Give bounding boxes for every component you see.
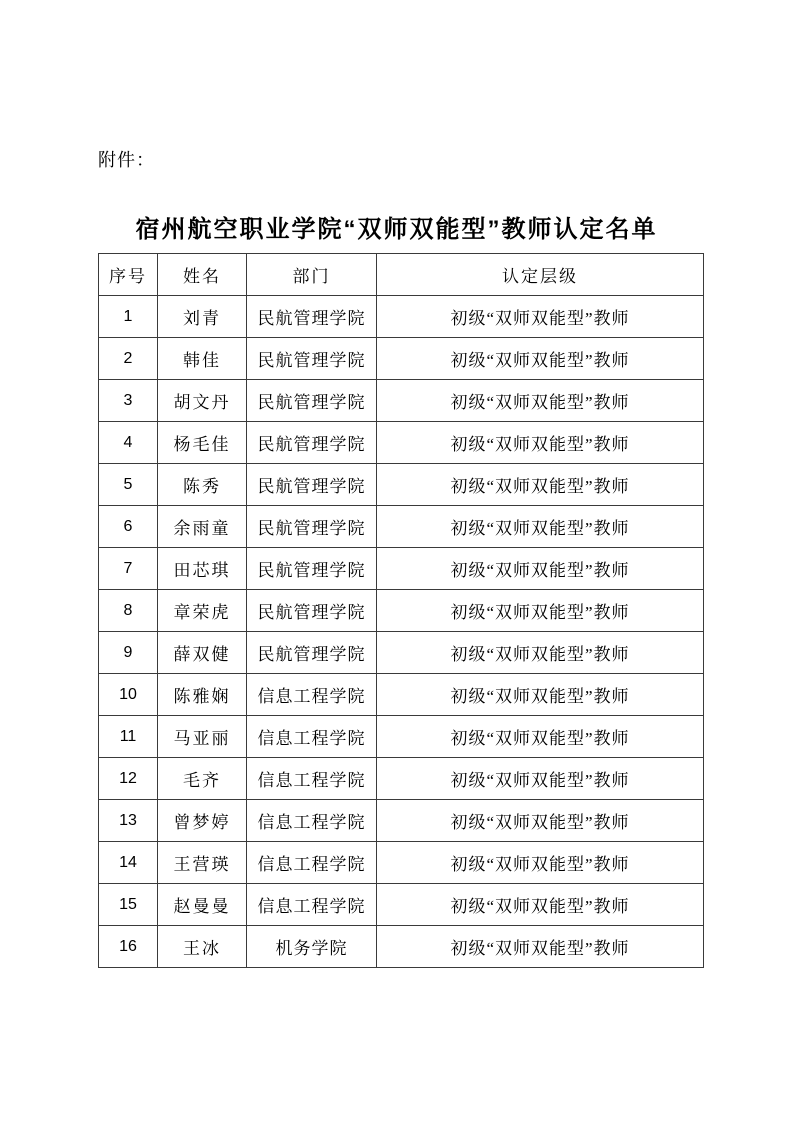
cell-serial-number: 4 xyxy=(99,422,158,464)
cell-certification-level: 初级“双师双能型”教师 xyxy=(377,842,704,884)
cell-certification-level: 初级“双师双能型”教师 xyxy=(377,464,704,506)
cell-certification-level: 初级“双师双能型”教师 xyxy=(377,674,704,716)
cell-serial-number: 6 xyxy=(99,506,158,548)
cell-department: 民航管理学院 xyxy=(247,506,377,548)
cell-serial-number: 2 xyxy=(99,338,158,380)
cell-serial-number: 1 xyxy=(99,296,158,338)
table-row xyxy=(99,674,704,716)
cell-department: 信息工程学院 xyxy=(247,800,377,842)
cell-department: 民航管理学院 xyxy=(247,338,377,380)
cell-teacher-name: 陈雅娴 xyxy=(158,674,247,716)
table-row xyxy=(99,548,704,590)
cell-certification-level: 初级“双师双能型”教师 xyxy=(377,758,704,800)
cell-department: 信息工程学院 xyxy=(247,758,377,800)
cell-certification-level: 初级“双师双能型”教师 xyxy=(377,548,704,590)
cell-serial-number: 14 xyxy=(99,842,158,884)
cell-department: 信息工程学院 xyxy=(247,842,377,884)
cell-department: 信息工程学院 xyxy=(247,674,377,716)
cell-department: 民航管理学院 xyxy=(247,422,377,464)
table-row xyxy=(99,842,704,884)
table-row xyxy=(99,506,704,548)
teacher-certification-table xyxy=(98,253,704,968)
cell-teacher-name: 陈秀 xyxy=(158,464,247,506)
cell-serial-number: 9 xyxy=(99,632,158,674)
cell-certification-level: 初级“双师双能型”教师 xyxy=(377,422,704,464)
cell-certification-level: 初级“双师双能型”教师 xyxy=(377,926,704,968)
cell-teacher-name: 章荣虎 xyxy=(158,590,247,632)
cell-teacher-name: 王营瑛 xyxy=(158,842,247,884)
cell-department: 民航管理学院 xyxy=(247,590,377,632)
cell-teacher-name: 杨毛佳 xyxy=(158,422,247,464)
cell-department: 信息工程学院 xyxy=(247,884,377,926)
table-row xyxy=(99,758,704,800)
cell-teacher-name: 毛齐 xyxy=(158,758,247,800)
cell-certification-level: 初级“双师双能型”教师 xyxy=(377,338,704,380)
cell-teacher-name: 余雨童 xyxy=(158,506,247,548)
column-header-name: 姓名 xyxy=(158,254,247,296)
cell-serial-number: 15 xyxy=(99,884,158,926)
cell-certification-level: 初级“双师双能型”教师 xyxy=(377,884,704,926)
table-row xyxy=(99,338,704,380)
table-row xyxy=(99,632,704,674)
cell-teacher-name: 曾梦婷 xyxy=(158,800,247,842)
table-row xyxy=(99,590,704,632)
cell-teacher-name: 赵曼曼 xyxy=(158,884,247,926)
cell-certification-level: 初级“双师双能型”教师 xyxy=(377,296,704,338)
cell-serial-number: 3 xyxy=(99,380,158,422)
table-row xyxy=(99,884,704,926)
cell-teacher-name: 王冰 xyxy=(158,926,247,968)
cell-certification-level: 初级“双师双能型”教师 xyxy=(377,716,704,758)
cell-department: 民航管理学院 xyxy=(247,632,377,674)
cell-serial-number: 13 xyxy=(99,800,158,842)
table-row xyxy=(99,296,704,338)
cell-department: 民航管理学院 xyxy=(247,380,377,422)
cell-certification-level: 初级“双师双能型”教师 xyxy=(377,800,704,842)
cell-serial-number: 16 xyxy=(99,926,158,968)
column-header-no: 序号 xyxy=(99,254,158,296)
cell-certification-level: 初级“双师双能型”教师 xyxy=(377,590,704,632)
table-row xyxy=(99,716,704,758)
table-header xyxy=(99,254,704,296)
table-row xyxy=(99,422,704,464)
table-row xyxy=(99,926,704,968)
table-header-row xyxy=(99,254,704,296)
cell-teacher-name: 薛双健 xyxy=(158,632,247,674)
cell-serial-number: 10 xyxy=(99,674,158,716)
cell-serial-number: 12 xyxy=(99,758,158,800)
cell-serial-number: 11 xyxy=(99,716,158,758)
cell-certification-level: 初级“双师双能型”教师 xyxy=(377,632,704,674)
attachment-label: 附件： xyxy=(98,150,155,170)
cell-teacher-name: 马亚丽 xyxy=(158,716,247,758)
cell-certification-level: 初级“双师双能型”教师 xyxy=(377,380,704,422)
table-row xyxy=(99,464,704,506)
table-row xyxy=(99,380,704,422)
cell-department: 民航管理学院 xyxy=(247,464,377,506)
cell-department: 机务学院 xyxy=(247,926,377,968)
cell-serial-number: 5 xyxy=(99,464,158,506)
cell-teacher-name: 胡文丹 xyxy=(158,380,247,422)
cell-teacher-name: 田芯琪 xyxy=(158,548,247,590)
cell-teacher-name: 韩佳 xyxy=(158,338,247,380)
page-title: 宿州航空职业学院“双师双能型”教师认定名单 xyxy=(135,216,658,244)
cell-certification-level: 初级“双师双能型”教师 xyxy=(377,506,704,548)
cell-serial-number: 8 xyxy=(99,590,158,632)
cell-department: 民航管理学院 xyxy=(247,296,377,338)
column-header-level: 认定层级 xyxy=(377,254,704,296)
table-row xyxy=(99,800,704,842)
cell-department: 信息工程学院 xyxy=(247,716,377,758)
table-body xyxy=(99,296,704,968)
cell-serial-number: 7 xyxy=(99,548,158,590)
column-header-dept: 部门 xyxy=(247,254,377,296)
cell-teacher-name: 刘青 xyxy=(158,296,247,338)
cell-department: 民航管理学院 xyxy=(247,548,377,590)
